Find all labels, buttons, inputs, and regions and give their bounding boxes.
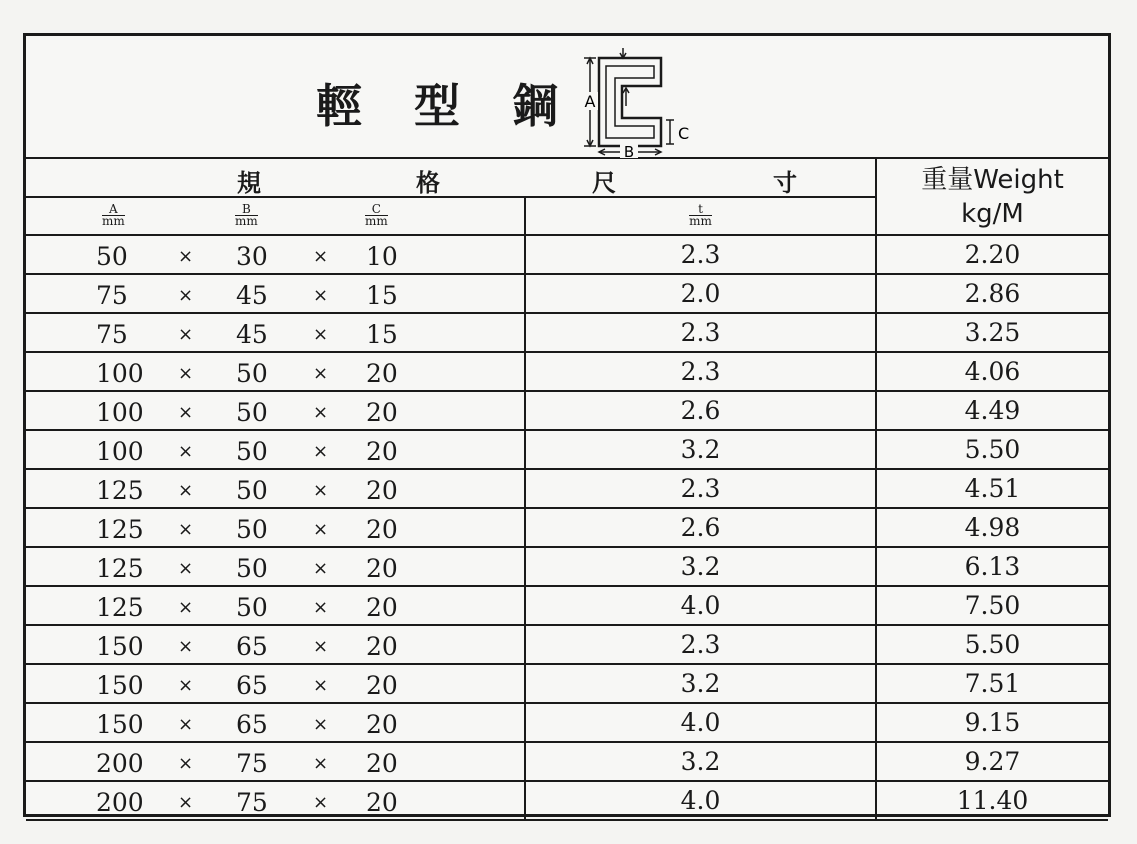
dim-a-value: 100 [96,359,144,388]
dimension-cell [26,430,525,469]
thickness-cell: 3.2 [525,430,876,469]
dimension-cell [26,664,525,703]
dim-b-value: 75 [236,749,268,778]
times-sign: × [313,519,329,540]
weight-header [876,159,1108,235]
thickness-cell: 4.0 [525,703,876,742]
weight-cell: 3.25 [876,313,1108,352]
dim-c-value: 20 [366,515,398,544]
weight-cell: 4.06 [876,352,1108,391]
dimension-cell [26,625,525,664]
times-sign: × [178,246,194,267]
thickness-cell: 4.0 [525,781,876,820]
dimension-cell [26,274,525,313]
weight-cell: 11.40 [876,781,1108,820]
size-header-right: 寸 [773,169,797,197]
dim-a-value: 125 [96,476,144,505]
table-row [26,235,1108,274]
dim-c-value: 20 [366,671,398,700]
thickness-cell: 3.2 [525,742,876,781]
thickness-cell: 2.0 [525,274,876,313]
dim-a-value: 100 [96,398,144,427]
times-sign: × [313,480,329,501]
dim-a-value: 200 [96,788,144,817]
dim-c-value: 15 [366,320,398,349]
col-t-unit [689,201,712,228]
times-sign: × [178,597,194,618]
c-channel-profile-diagram [556,48,726,158]
dimension-cell [26,469,525,508]
dimension-cell [26,781,525,820]
spec-header-left: 規 [237,169,261,197]
dim-c-value: 20 [366,398,398,427]
dim-c-value: 15 [366,281,398,310]
col-b-unit [235,204,258,227]
dim-b-value: 30 [236,242,268,271]
dim-a-value: 125 [96,554,144,583]
times-sign: × [313,246,329,267]
dimension-cell [26,742,525,781]
dimension-label-a: A [584,92,596,111]
dim-b-value: 50 [236,515,268,544]
thickness-cell: 2.3 [525,352,876,391]
weight-cell: 9.15 [876,703,1108,742]
table-row [26,391,1108,430]
table-row [26,274,1108,313]
dim-a-value: 150 [96,632,144,661]
weight-cell: 4.98 [876,508,1108,547]
dim-a-value: 150 [96,710,144,739]
times-sign: × [178,363,194,384]
dim-b-value: 45 [236,320,268,349]
weight-header-line1: 重量Weight [921,164,1064,195]
weight-cell: 4.51 [876,469,1108,508]
dimension-cell [26,703,525,742]
dim-c-value: 20 [366,359,398,388]
dimension-cell [26,391,525,430]
dim-c-value: 20 [366,593,398,622]
dimension-label-c: C [678,124,690,143]
col-a-mm: mm [102,214,125,228]
col-t-mm: mm [689,213,712,228]
weight-cell: 2.86 [876,274,1108,313]
dim-b-value: 50 [236,554,268,583]
times-sign: × [313,714,329,735]
times-sign: × [178,558,194,579]
col-c-mm: mm [365,214,388,228]
times-sign: × [313,753,329,774]
dim-a-value: 125 [96,515,144,544]
times-sign: × [178,285,194,306]
thickness-cell: 2.6 [525,391,876,430]
times-sign: × [313,363,329,384]
table-row [26,703,1108,742]
dimension-cell [26,508,525,547]
times-sign: × [313,597,329,618]
page-title: 輕 型 鋼 [316,79,577,133]
times-sign: × [313,324,329,345]
dimension-unit-header [26,197,525,235]
header-row-1 [26,159,1108,197]
table-row [26,430,1108,469]
times-sign: × [313,285,329,306]
thickness-cell: 2.3 [525,313,876,352]
col-b-mm: mm [235,214,258,228]
table-row [26,586,1108,625]
dim-b-value: 65 [236,710,268,739]
thickness-cell: 4.0 [525,586,876,625]
table-row [26,352,1108,391]
weight-cell: 2.20 [876,235,1108,274]
dim-a-value: 200 [96,749,144,778]
dim-a-value: 150 [96,671,144,700]
times-sign: × [178,753,194,774]
dim-b-value: 50 [236,437,268,466]
dimension-cell [26,352,525,391]
times-sign: × [178,480,194,501]
col-b-label: B [241,202,251,216]
thickness-cell: 2.3 [525,625,876,664]
thickness-cell: 2.6 [525,508,876,547]
times-sign: × [178,792,194,813]
thickness-cell: 2.3 [525,235,876,274]
col-a-unit [102,204,125,227]
thickness-cell: 3.2 [525,547,876,586]
times-sign: × [178,714,194,735]
times-sign: × [313,675,329,696]
thickness-cell: 3.2 [525,664,876,703]
weight-cell: 7.51 [876,664,1108,703]
times-sign: × [178,636,194,657]
table-row [26,664,1108,703]
weight-header-line2: kg/M [961,198,1024,229]
c-channel-spec-table [26,159,1108,821]
dimension-cell [26,586,525,625]
thickness-cell: 2.3 [525,469,876,508]
dim-a-value: 100 [96,437,144,466]
table-row [26,547,1108,586]
dim-c-value: 20 [366,788,398,817]
dim-b-value: 50 [236,398,268,427]
dim-a-value: 75 [96,320,128,349]
weight-cell: 4.49 [876,391,1108,430]
table-row [26,781,1108,820]
times-sign: × [178,519,194,540]
weight-cell: 7.50 [876,586,1108,625]
dim-c-value: 20 [366,710,398,739]
times-sign: × [313,402,329,423]
dim-a-value: 75 [96,281,128,310]
times-sign: × [178,441,194,462]
dim-b-value: 75 [236,788,268,817]
dim-b-value: 50 [236,593,268,622]
dim-b-value: 65 [236,632,268,661]
times-sign: × [178,675,194,696]
title-band [26,36,1108,159]
dim-c-value: 20 [366,554,398,583]
spec-size-header [26,159,876,197]
col-c-label: C [371,202,381,216]
col-t-label: t [698,201,703,216]
dimension-label-b: B [623,143,635,158]
table-row [26,508,1108,547]
dim-c-value: 20 [366,632,398,661]
spec-sheet [23,33,1111,817]
dim-b-value: 50 [236,359,268,388]
dim-c-value: 20 [366,749,398,778]
weight-cell: 6.13 [876,547,1108,586]
thickness-unit-header [525,197,876,235]
table-row [26,625,1108,664]
col-c-unit [365,204,388,227]
dim-a-value: 50 [96,242,128,271]
table-row [26,742,1108,781]
size-header-left: 尺 [592,169,616,197]
dimension-cell [26,235,525,274]
spec-header-mid: 格 [416,169,440,197]
dim-a-value: 125 [96,593,144,622]
table-row [26,313,1108,352]
times-sign: × [313,636,329,657]
weight-cell: 5.50 [876,430,1108,469]
weight-cell: 9.27 [876,742,1108,781]
dim-c-value: 10 [366,242,398,271]
dim-b-value: 45 [236,281,268,310]
col-a-label: A [109,202,118,216]
times-sign: × [313,792,329,813]
times-sign: × [313,441,329,462]
table-row [26,469,1108,508]
dim-c-value: 20 [366,476,398,505]
times-sign: × [313,558,329,579]
dimension-cell [26,313,525,352]
times-sign: × [178,324,194,345]
times-sign: × [178,402,194,423]
dim-c-value: 20 [366,437,398,466]
weight-cell: 5.50 [876,625,1108,664]
dim-b-value: 65 [236,671,268,700]
dimension-cell [26,547,525,586]
dim-b-value: 50 [236,476,268,505]
